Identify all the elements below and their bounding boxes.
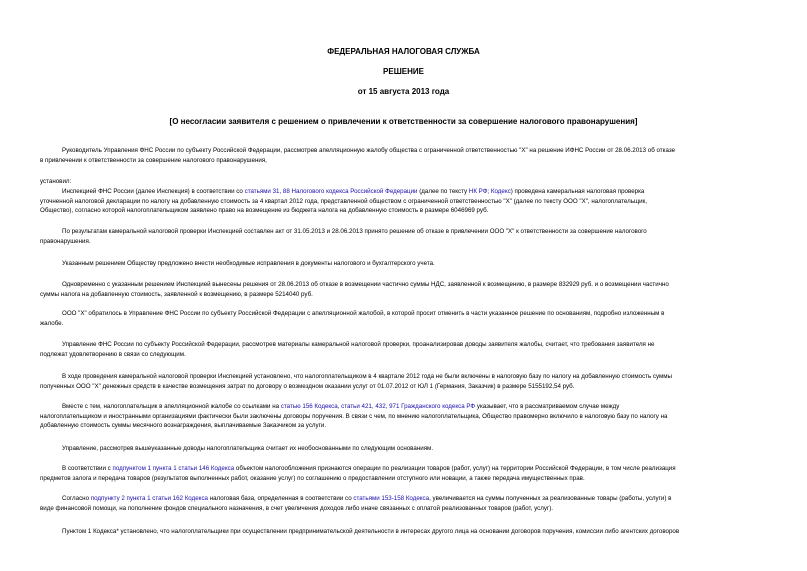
paragraph-8-line-2: подлежат удовлетворению в связи со следующим. xyxy=(40,350,186,358)
link-civil-code-articles[interactable]: статьи 421, 432, 971 Гражданского кодекса РФ xyxy=(341,403,476,410)
link-nk-rf[interactable]: НК РФ; Кодекс xyxy=(468,188,511,195)
paragraph-4-line-2: правонарушения. xyxy=(40,237,91,245)
paragraph-1 xyxy=(40,146,767,165)
paragraph-4-line-1: По результатам камеральной налоговой проверки Инспекцией составлен акт от 31.05.2013 и 28.06.2013 принято решение об отказе в привлечении ООО "X" к ответственности за совершение налогового xyxy=(62,228,647,235)
paragraph-6-line-1: Одновременно с указанным решением Инспекцией вынесены решения от 28.06.2013 об отказе в возмещении частично суммы НДС, заявленной к возмещению, в размере 832929 руб. и о возмещении частично xyxy=(62,281,669,288)
paragraph-3-text-c: ) проведена камеральная налоговая проверка xyxy=(510,188,645,195)
paragraph-established: установил: xyxy=(40,178,72,185)
paragraph-12-line-1 xyxy=(40,464,767,474)
paragraph-10-line-2: налогоплательщиком и иностранными организациями фактически были заключены договоры поручения. В связи с чем, по мнению налогоплательщика, Общество правомерно включило в налоговую базу по налогу на xyxy=(40,412,668,420)
paragraph-13-text-a: Согласно xyxy=(62,495,91,502)
paragraph-3 xyxy=(40,187,767,216)
paragraph-10-text-c: указывает, что в рассматриваемом случае между xyxy=(475,403,620,410)
document-subject: [О несогласии заявителя с решением о привлечении к ответственности за совершение налогового правонарушения] xyxy=(169,117,638,126)
paragraph-9-line-1: В ходе проведения камеральной налоговой проверки Инспекцией установлено, что налогоплательщиком в 4 квартале 2012 года не были включены в налоговую базу по налогу на добавленную стоимость суммы xyxy=(62,373,672,380)
paragraph-8 xyxy=(40,340,767,359)
paragraph-10-text-b: , xyxy=(337,403,342,410)
paragraph-7-line-2: жалобе. xyxy=(40,319,64,327)
paragraph-6-line-2: суммы налога на добавленную стоимость, заявленной к возмещению, в размере 5214040 руб. xyxy=(40,290,313,298)
paragraph-12-text-a: В соответствии с xyxy=(62,465,113,472)
paragraph-10-line-3: добавленную стоимость суммы месячного вознаграждения, выплачиваемые Заказчиком за услуги. xyxy=(40,422,327,429)
link-articles-153-158[interactable]: статьями 153-158 Кодекса xyxy=(353,495,430,502)
paragraph-6 xyxy=(40,280,767,299)
paragraph-1-line-1: Руководитель Управления ФНС России по субъекту Российской Федерации, рассмотрев апелляционную жалобу общества с ограниченной ответственностью "X" на решение ИФНС России от 28.06.2013 об отказе xyxy=(62,147,676,154)
document-date: от 15 августа 2013 года xyxy=(357,87,450,96)
paragraph-13 xyxy=(40,494,767,513)
paragraph-3-line-2: уточненной налоговой декларации по налогу на добавленную стоимость за 4 квартал 2012 года, представленной обществом с ограниченной ответственностью "X" (далее по тексту ООО "X", налогоплательщик, xyxy=(40,197,647,205)
paragraph-7 xyxy=(40,309,767,328)
paragraph-4 xyxy=(40,227,767,246)
paragraph-13-text-c: , увеличивается на суммы полученных за реализованные товары (работы, услуги) в xyxy=(429,495,672,502)
paragraph-7-line-1: ООО "X" обратилось в Управление ФНС России по субъекту Российской Федерации с апелляционной жалобой, в которой просит отменить в части указанное решение по основаниям, подробно изложенным в xyxy=(62,310,665,317)
paragraph-12-line-2: предметов залога и передача товаров (результатов выполненных работ, оказание услуг) по соглашению о предоставлении отступного или новации, а также передача имущественных прав. xyxy=(40,474,585,482)
paragraph-3-text-b: (далее по тексту xyxy=(417,188,469,195)
link-articles-31-88[interactable]: статьями 31, 88 Налогового кодекса Российской Федерации xyxy=(244,188,418,195)
paragraph-5: Указанным решением Обществу предложено внести необходимые исправления в документы налогового и бухгалтерского учета. xyxy=(62,260,435,267)
link-article-146[interactable]: подпунктом 1 пункта 1 статьи 146 Кодекса xyxy=(112,465,235,472)
paragraph-10 xyxy=(40,402,767,431)
paragraph-3-text-a: Инспекцией ФНС России (далее Инспекция) в соответствии со xyxy=(62,188,245,195)
paragraph-8-line-1: Управление ФНС России по субъекту Российской Федерации, рассмотрев материалы камеральной налоговой проверки, проанализировав доводы заявителя жалобы, считает, что требования заявителя не xyxy=(62,341,655,348)
paragraph-10-line-1 xyxy=(40,402,767,412)
link-article-162[interactable]: подпункту 2 пункта 1 статьи 162 Кодекса xyxy=(90,495,208,502)
paragraph-9 xyxy=(40,372,767,391)
paragraph-3-line-3: Общество), согласно которой налогоплательщиком заявлено право на возмещение из бюджета налога на добавленную стоимость в размере 6046969 руб. xyxy=(40,207,489,214)
paragraph-12-text-b: объектом налогообложения признаются операции по реализации товаров (работ, услуг) на территории Российской Федерации, в том числе реализация xyxy=(234,465,676,472)
paragraph-13-line-2: виде финансовой помощи, на пополнение фондов специального назначения, в счет увеличения доходов либо иначе связанных с оплатой реализованных товаров (работ, услуг). xyxy=(40,504,553,512)
link-article-156[interactable]: статью 156 Кодекса xyxy=(280,403,338,410)
paragraph-14: Пунктом 1 Кодекса* установлено, что налогоплательщики при осуществлении предпринимательской деятельности в интересах другого лица на основании договоров поручения, комиссии либо агентских договоров xyxy=(62,528,680,535)
paragraph-13-text-b: налоговая база, определенная в соответствии со xyxy=(207,495,354,502)
document-type: РЕШЕНИЕ xyxy=(383,67,424,76)
paragraph-12 xyxy=(40,464,767,483)
paragraph-11: Управление, рассмотрев вышеуказанные доводы налогоплательщика считает их необоснованными по следующим основаниям. xyxy=(62,445,434,452)
paragraph-10-text-a: Вместе с тем, налогоплательщик в апелляционной жалобе со ссылками на xyxy=(62,403,281,410)
paragraph-3-line-1 xyxy=(40,187,767,197)
agency-title: ФЕДЕРАЛЬНАЯ НАЛОГОВАЯ СЛУЖБА xyxy=(327,47,480,56)
paragraph-13-line-1 xyxy=(40,494,767,504)
paragraph-1-line-2: в привлечении к ответственности за совершение налогового правонарушения, xyxy=(40,156,267,164)
paragraph-9-line-2: полученных ООО "X" денежных средств в качестве возмещения затрат по договору о возмездном оказании услуг от 01.07.2012 от ЮЛ 1 (Германия, Заказчик) в размере 5155192,54 руб. xyxy=(40,382,575,390)
